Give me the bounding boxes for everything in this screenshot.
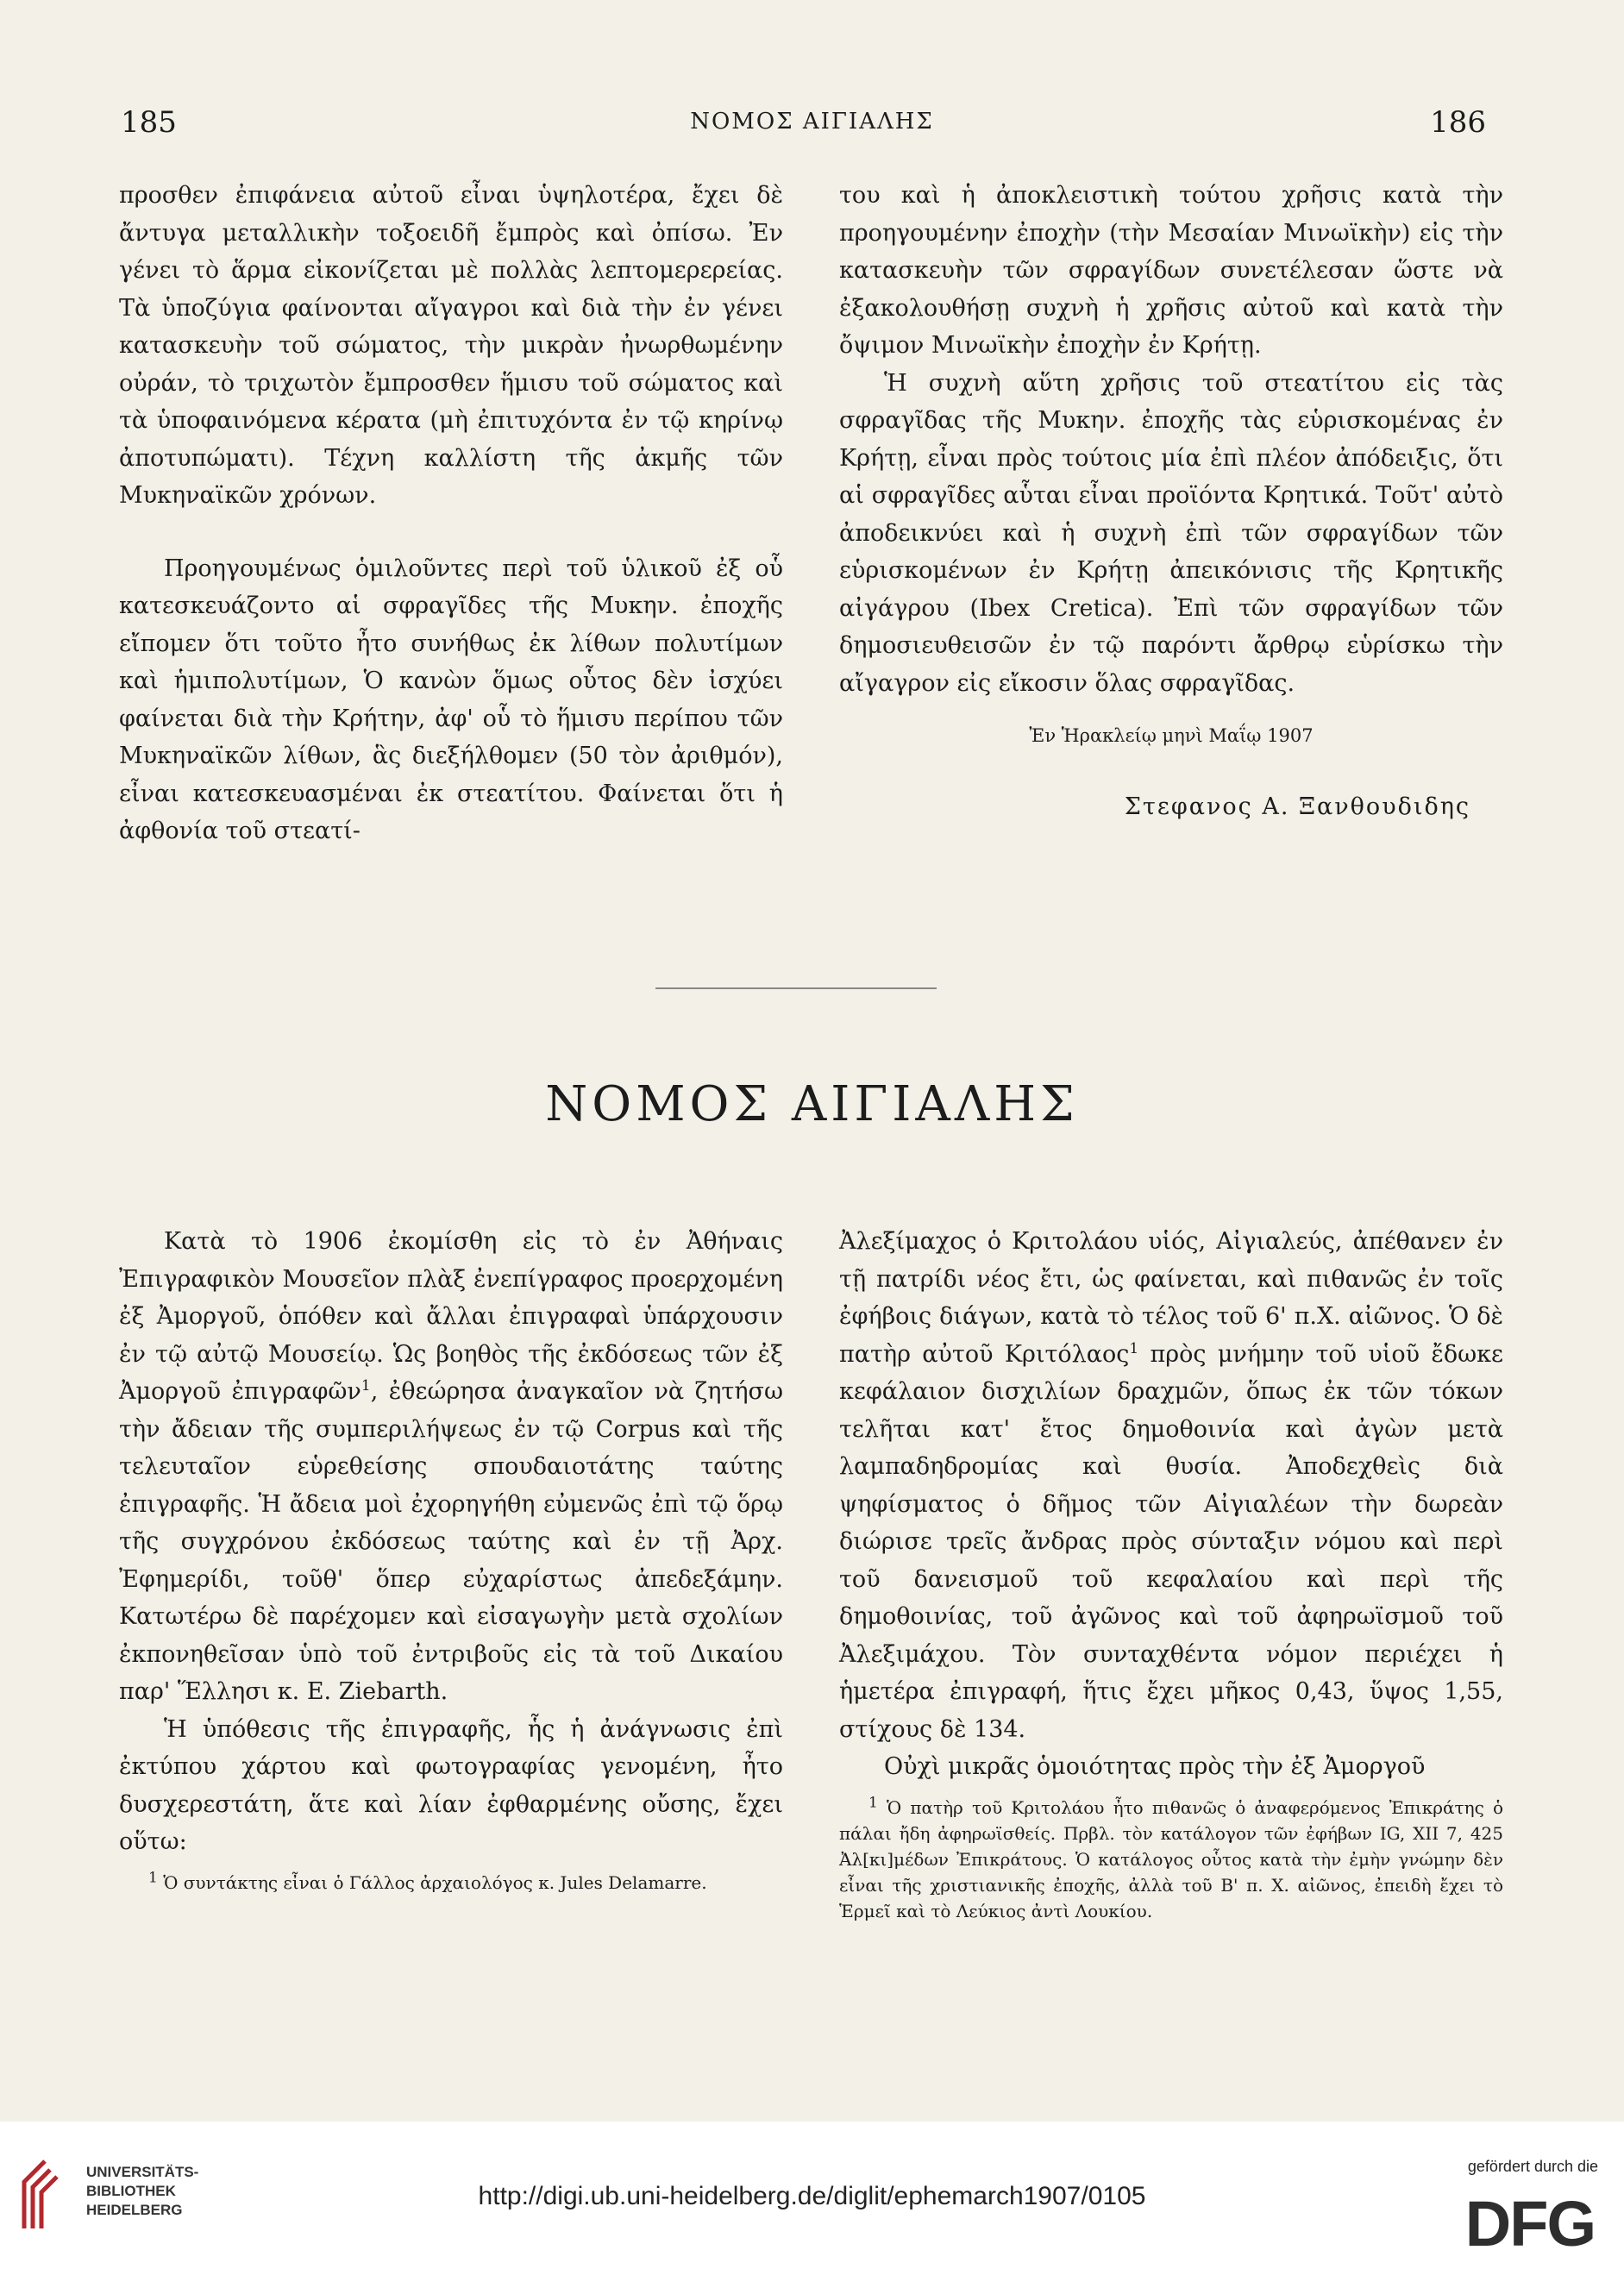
paragraph: Ἡ ὑπόθεσις τῆς ἐπιγραφῆς, ἧς ἡ ἀνάγνωσις ἐπὶ ἐκτύπου χάρτου καὶ φωτογραφίας γενομένη, ἦτο δυσχερεστάτη, ἅτε καὶ λίαν ἐφθαρμένης οὔσης, ἔχει οὕτω:: [119, 1715, 783, 1855]
bottom-left-column: [119, 1223, 783, 1896]
dateline: Ἐν Ἡρακλείῳ μηνὶ Μαΐῳ 1907: [1029, 725, 1314, 746]
dfg-logo: DFG: [1464, 2188, 1595, 2260]
section-divider: [655, 987, 937, 989]
top-left-column: [119, 177, 783, 850]
footnote: $^1$ Ὁ πατὴρ τοῦ Κριτολάου ἦτο πιθανῶς ὁ ἀναφερόμενος Ἐπικράτης ὁ πάλαι ἤδη ἀφηρωϊσθείς. Πρβλ. τὸν κατάλογον τῶν ἐφήβων IG, XII 7, 425 Ἀλ[κι]μέδων Ἐπικράτους. Ὁ κατάλογος οὗτος κατὰ τὴν ἐμὴν γνώμην δὲν εἶναι τῆς χριστιανικῆς ἐποχῆς, ἀλλὰ τοῦ Β' π. Χ. αἰῶνος, ἐπειδὴ ἔχει τὸ Ἑρμεῖ καὶ τὸ Λεύκιος ἀντὶ Λουκίου.: [839, 1793, 1503, 1921]
digitization-footer: [0, 2122, 1624, 2269]
page-number-left: 185: [121, 105, 177, 140]
page-number-right: 186: [1430, 105, 1486, 140]
page-header: [0, 105, 1624, 148]
bottom-right-column: [839, 1223, 1503, 1924]
paragraph: Προηγουμένως ὁμιλοῦντες περὶ τοῦ ὑλικοῦ ἐξ οὗ κατεσκευάζοντο αἱ σφραγῖδες τῆς Μυκην. ἐποχῆς εἴπομεν ὅτι τοῦτο ἦτο συνήθως ἐκ λίθων πολυτίμων καὶ ἡμιπολυτίμων, Ὁ κανὼν ὅμως οὗτος δὲν ἰσχύει φαίνεται διὰ τὴν Κρήτην, ἀφ' οὗ τὸ ἥμισυ περίπου τῶν Μυκηναϊκῶν λίθων, ἃς διεξήλθομεν (50 τὸν ἀριθμόν), εἶναι κατεσκευασμέναι ἐκ στεατίτου. Φαίνεται ὅτι ἡ ἀφθονία τοῦ στεατί-: [119, 555, 783, 844]
library-name: UNIVERSITÄTS- BIBLIOTHEK HEIDELBERG: [86, 2164, 199, 2218]
running-title: ΝΟΜΟΣ ΑΙΓΙΑΛΗΣ: [690, 109, 934, 135]
funding-caption: gefördert durch die: [1467, 2158, 1598, 2175]
source-url-link[interactable]: http://digi.ub.uni-heidelberg.de/diglit/ephemarch1907/0105: [478, 2182, 1146, 2210]
footnote-ref: 1: [361, 1377, 371, 1395]
article-title: ΝΟΜΟΣ ΑΙΓΙΑΛΗΣ: [545, 1076, 1079, 1132]
paragraph: Ἡ συχνὴ αὕτη χρῆσις τοῦ στεατίτου εἰς τὰς σφραγῖδας τῆς Μυκην. ἐποχῆς τὰς εὑρισκομένας ἐν Κρήτῃ, εἶναι πρὸς τούτοις μία ἐπὶ πλέον ἀπόδειξις, ὅτι αἱ σφραγῖδες αὗται εἶναι προϊόντα Κρητικά. Τοῦτ' αὐτὸ ἀποδεικνύει καὶ ἡ συχνὴ ἐπὶ τῶν σφραγίδων τῶν εὑρισκομένων ἐν Κρήτῃ ἀπεικόνισις τῆς Κρητικῆς αἰγάγρου (Ibex Cretica). Ἐπὶ τῶν σφραγίδων τῶν δημοσιευθεισῶν ἐν τῷ παρόντι ἄρθρῳ εὑρίσκω τὴν αἴγαγρον εἰς εἴκοσιν ὅλας σφραγῖδας.: [839, 369, 1503, 697]
paragraph: προσθεν ἐπιφάνεια αὐτοῦ εἶναι ὑψηλοτέρα, ἔχει δὲ ἄντυγα μεταλλικὴν τοξοειδῆ ἔμπρὸς καὶ ὀπίσω. Ἐν γένει τὸ ἅρμα εἰκονίζεται μὲ πολλὰς λεπτομερερείας. Τὰ ὑποζύγια φαίνονται αἴγαγροι καὶ διὰ τὴν ἐν γένει κατασκευὴν τοῦ σώματος, τὴν μικρὰν ἠνωρθωμένην οὐράν, τὸ τριχωτὸν ἔμπροσθεν ἥμισυ τοῦ σώματος καὶ τὰ ὑποφαινόμενα κέρατα (μὴ ἐπιτυχόντα ἐν τῷ κηρίνῳ ἀποτυπώματι). Τέχνη καλλίστη τῆς ἀκμῆς τῶν Μυκηναϊκῶν χρόνων.: [119, 182, 783, 509]
paragraph: Κατὰ τὸ 1906 ἐκομίσθη εἰς τὸ ἐν Ἀθήναις Ἐπιγραφικὸν Μουσεῖον πλὰξ ἐνεπίγραφος προερχομένη ἐξ Ἀμοργοῦ, ὁπόθεν καὶ ἄλλαι ἐπιγραφαὶ ὑπάρχουσιν ἐν τῷ αὐτῷ Μουσείῳ. Ὡς βοηθὸς τῆς ἐκδόσεως τῶν ἐξ Ἀμοργοῦ ἐπιγραφῶν$^1$, ἐθεώρησα ἀναγκαῖον νὰ ζητήσω τὴν ἄδειαν τῆς συμπεριλήψεως ἐν τῷ Corpus καὶ τῆς τελευταῖον εὑρεθείσης σπουδαιοτάτης ταύτης ἐπιγραφῆς. Ἡ ἄδεια μοὶ ἐχορηγήθη εὐμενῶς ἐπὶ τῷ ὅρῳ τῆς συγχρόνου ἐκδόσεως ταύτης καὶ ἐν τῇ Ἀρχ. Ἐφημερίδι, τοῦθ' ὅπερ εὐχαρίστως ἀπεδεξάμην. Κατωτέρω δὲ παρέχομεν καὶ εἰσαγωγὴν μετὰ σχολίων ἐκπονηθεῖσαν ὑπὸ τοῦ ἐντριβοῦς εἰς τὰ τοῦ Δικαίου παρ' Ἕλλησι κ. E. Ziebarth.: [119, 1228, 783, 1705]
top-right-column: [839, 177, 1503, 825]
paragraph: Οὐχὶ μικρᾶς ὁμοιότητας πρὸς τὴν ἐξ Ἀμοργοῦ: [884, 1753, 1426, 1780]
paragraph: του καὶ ἡ ἀποκλειστικὴ τούτου χρῆσις κατὰ τὴν προηγουμένην ἐποχὴν (τὴν Μεσαίαν Μινωϊκὴν) εἰς τὴν κατασκευὴν τῶν σφραγίδων συνετέλεσαν ὥστε νὰ ἐξακολουθήσῃ συχνὴ ἡ χρῆσις αὐτοῦ καὶ κατὰ τὴν ὄψιμον Μινωϊκὴν ἐποχὴν ἐν Κρήτῃ.: [839, 182, 1503, 359]
footnote: $^1$ Ὁ συντάκτης εἶναι ὁ Γάλλος ἀρχαιολόγος κ. Jules Delamarre.: [148, 1868, 707, 1893]
footnote-ref: 1: [1129, 1339, 1139, 1357]
author-signature: Στεφανος Α. Ξανθουδιδης: [1124, 793, 1470, 820]
paragraph: Ἀλεξίμαχος ὁ Κριτολάου υἱός, Αἰγιαλεύς, ἀπέθανεν ἐν τῇ πατρίδι νέος ἔτι, ὡς φαίνεται, καὶ πιθανῶς ἐν τοῖς ἐφήβοις διάγων, κατὰ τὸ τέλος τοῦ 6' π.Χ. αἰῶνος. Ὁ δὲ πατὴρ αὐτοῦ Κριτόλαος$^1$ πρὸς μνήμην τοῦ υἱοῦ ἔδωκε κεφάλαιον δισχιλίων δραχμῶν, ὅπως ἐκ τῶν τόκων τελῆται κατ' ἔτος δημοθοινία καὶ ἀγὼν μετὰ λαμπαδηδρομίας καὶ θυσία. Ἀποδεχθεὶς διὰ ψηφίσματος ὁ δῆμος τῶν Αἰγιαλέων τὴν δωρεὰν διώρισε τρεῖς ἄνδρας πρὸς σύνταξιν νόμου καὶ περὶ τοῦ δανεισμοῦ τοῦ κεφαλαίου καὶ περὶ τῆς δημοθοινίας, τοῦ ἀγῶνος καὶ τοῦ ἀφηρωϊσμοῦ τοῦ Ἀλεξιμάχου. Τὸν συνταχθέντα νόμον περιέχει ἡ ἡμετέρα ἐπιγραφή, ἥτις ἔχει μῆκος 0,43, ὕψος 1,55, στίχους δὲ 134.: [839, 1228, 1503, 1743]
